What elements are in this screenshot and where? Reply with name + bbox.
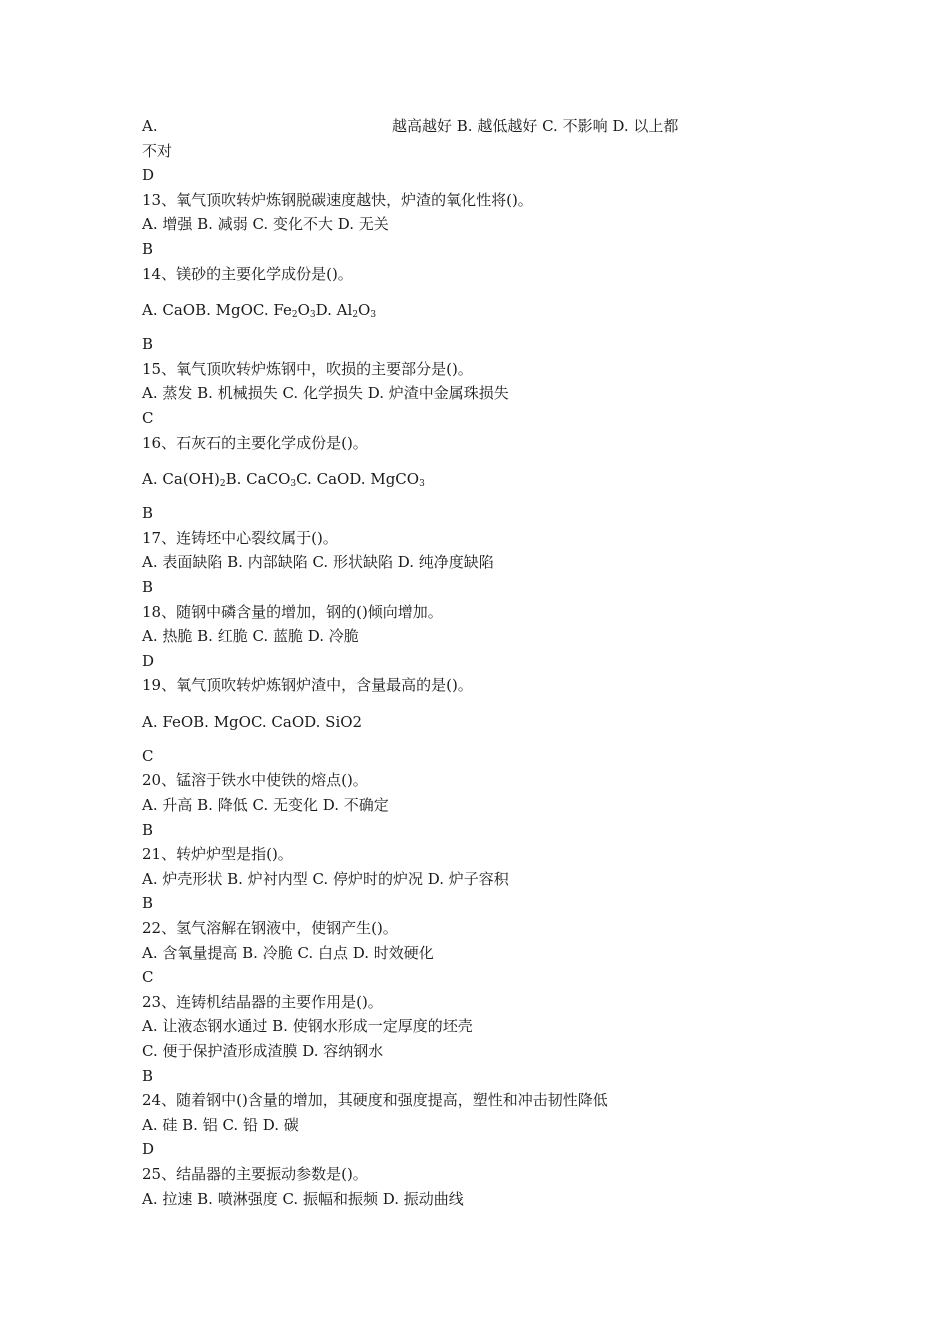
question-stem: 24、随着钢中()含量的增加，其硬度和强度提高，塑性和冲击韧性降低 xyxy=(142,1091,608,1110)
question-answer: D xyxy=(142,651,155,670)
question-stem: 18、随钢中磷含量的增加，钢的()倾向增加。 xyxy=(142,602,443,621)
question-answer: C xyxy=(142,408,154,427)
question-options: A. 蒸发 B. 机械损失 C. 化学损失 D. 炉渣中金属珠损失 xyxy=(142,384,509,403)
question-stem: 22、氢气溶解在钢液中，使钢产生()。 xyxy=(142,919,398,938)
question-stem: 19、氧气顶吹转炉炼钢炉渣中，含量最高的是()。 xyxy=(142,676,473,695)
question-options: A. 含氧量提高 B. 冷脆 C. 白点 D. 时效硬化 xyxy=(142,943,434,962)
question-stem: 21、转炉炉型是指()。 xyxy=(142,845,293,864)
question-answer: B xyxy=(142,1066,154,1085)
question-stem: 13、氧气顶吹转炉炼钢脱碳速度越快，炉渣的氧化性将()。 xyxy=(142,190,533,209)
question-answer: D xyxy=(142,1140,155,1159)
question-options-formula: A. $Ca(OH)_2B$. CaCO$_3$C. CaOD. MgCO$_3$ xyxy=(142,470,425,490)
question-answer: C xyxy=(142,968,154,987)
question-stem: 23、连铸机结晶器的主要作用是()。 xyxy=(142,992,383,1011)
question-stem: 20、锰溶于铁水中使铁的熔点()。 xyxy=(142,771,368,790)
question-options-continued: C. 便于保护渣形成渣膜 D. 容纳钢水 xyxy=(142,1042,384,1060)
question-stem: 15、氧气顶吹转炉炼钢中，吹损的主要部分是()。 xyxy=(142,359,473,378)
question-answer: B xyxy=(142,335,154,354)
question-answer: B xyxy=(142,239,154,258)
q12-options-wrap: 不对 xyxy=(142,141,173,160)
question-options: A. 热脆 B. 红脆 C. 蓝脆 D. 冷脆 xyxy=(142,627,359,646)
question-list xyxy=(142,114,702,1211)
question-options: A. 硅 B. 铝 C. 铅 D. 碳 xyxy=(142,1115,299,1134)
q12-options-rest: 越高越好 B. 越低越好 C. 不影响 D. 以上都 xyxy=(392,117,679,135)
question-answer: B xyxy=(142,894,154,913)
question-stem: 16、石灰石的主要化学成份是()。 xyxy=(142,433,368,452)
question-options: A. 让液态钢水通过 B. 使钢水形成一定厚度的坯壳 xyxy=(142,1017,473,1036)
question-stem: 14、镁砂的主要化学成份是()。 xyxy=(142,264,353,283)
question-answer: B xyxy=(142,820,154,839)
question-answer: B xyxy=(142,504,154,523)
question-options: A. 拉速 B. 喷淋强度 C. 振幅和振频 D. 振动曲线 xyxy=(142,1189,464,1208)
question-answer: C xyxy=(142,746,154,765)
question-stem: 17、连铸坯中心裂纹属于()。 xyxy=(142,528,338,547)
q12-options xyxy=(142,114,702,139)
question-stem: 25、结晶器的主要振动参数是()。 xyxy=(142,1164,368,1183)
question-options: A. FeOB. MgOC. CaOD. SiO2 xyxy=(142,712,363,731)
question-options: A. 表面缺陷 B. 内部缺陷 C. 形状缺陷 D. 纯净度缺陷 xyxy=(142,553,494,572)
question-options-formula: A. CaOB. MgOC. $Fe_2O_3D$. $Al_2O_3$ xyxy=(142,301,377,321)
question-options: A. 炉壳形状 B. 炉衬内型 C. 停炉时的炉况 D. 炉子容积 xyxy=(142,869,509,888)
question-options: A. 增强 B. 减弱 C. 变化不大 D. 无关 xyxy=(142,215,389,234)
question-options: A. 升高 B. 降低 C. 无变化 D. 不确定 xyxy=(142,796,389,815)
q12-option-a-label: A. xyxy=(142,117,158,135)
question-answer: B xyxy=(142,577,154,596)
q12-answer: D xyxy=(142,166,155,185)
